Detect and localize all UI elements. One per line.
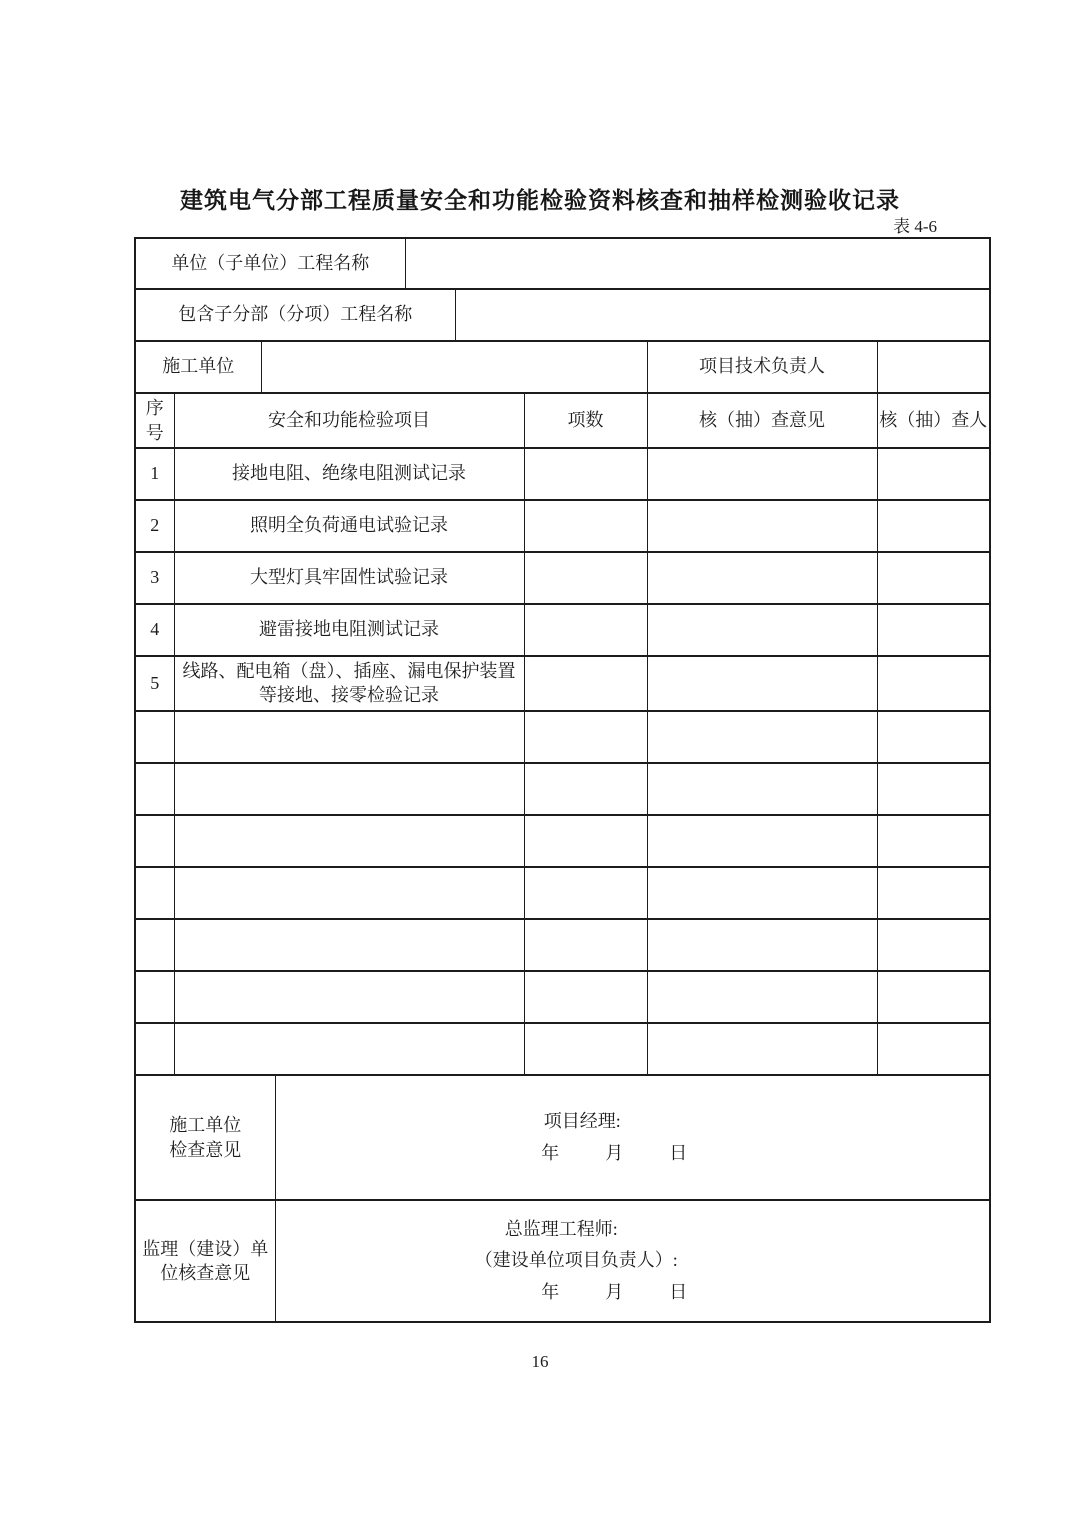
form-table-container <box>134 237 991 1323</box>
table-row <box>135 815 990 867</box>
header-seq: 序 号 <box>135 393 174 448</box>
checker-cell <box>877 867 990 919</box>
table-row <box>135 656 990 711</box>
constructor-label: 施工单位 <box>135 341 261 393</box>
item-cell: 线路、配电箱（盘）、插座、漏电保护装置等接地、接零检验记录 <box>174 656 524 711</box>
item-cell <box>174 1023 524 1075</box>
checker-cell <box>877 919 990 971</box>
opinion-cell <box>647 448 877 500</box>
item-cell: 接地电阻、绝缘电阻测试记录 <box>174 448 524 500</box>
table-row <box>135 448 990 500</box>
opinion-cell <box>647 971 877 1023</box>
seq-cell <box>135 971 174 1023</box>
opinion-cell <box>647 919 877 971</box>
count-cell <box>524 448 647 500</box>
construction-date-line <box>276 1138 990 1170</box>
table-row <box>135 604 990 656</box>
item-cell: 避雷接地电阻测试记录 <box>174 604 524 656</box>
constructor-value <box>261 341 647 393</box>
count-cell <box>524 604 647 656</box>
count-cell <box>524 919 647 971</box>
item-cell: 照明全负荷通电试验记录 <box>174 500 524 552</box>
seq-cell <box>135 1023 174 1075</box>
table-row <box>135 500 990 552</box>
sub-project-row <box>135 289 990 341</box>
item-cell <box>174 867 524 919</box>
checker-cell <box>877 552 990 604</box>
count-cell <box>524 500 647 552</box>
item-cell <box>174 919 524 971</box>
count-cell <box>524 711 647 763</box>
opinion-cell <box>647 500 877 552</box>
item-cell <box>174 971 524 1023</box>
table-header-row <box>135 393 990 448</box>
tech-leader-value <box>877 341 990 393</box>
construction-opinion-content <box>275 1075 990 1200</box>
owner-representative-sign-label: （建设单位项目负责人）: <box>474 1250 678 1271</box>
opinion-cell <box>647 711 877 763</box>
day-label: 日 <box>669 1281 688 1302</box>
count-cell <box>524 763 647 815</box>
table-row <box>135 1023 990 1075</box>
header-checker: 核（抽）查人 <box>877 393 990 448</box>
seq-cell <box>135 815 174 867</box>
month-label: 月 <box>605 1281 624 1302</box>
form-table <box>134 237 991 1323</box>
page-number: 16 <box>531 1352 549 1371</box>
count-cell <box>524 1023 647 1075</box>
seq-cell: 1 <box>135 448 174 500</box>
seq-cell <box>135 763 174 815</box>
item-cell: 大型灯具牢固性试验记录 <box>174 552 524 604</box>
opinion-cell <box>647 656 877 711</box>
constructor-row <box>135 341 990 393</box>
unit-project-row <box>135 238 990 289</box>
item-cell <box>174 763 524 815</box>
header-item: 安全和功能检验项目 <box>174 393 524 448</box>
item-cell <box>174 711 524 763</box>
count-cell <box>524 656 647 711</box>
seq-cell: 4 <box>135 604 174 656</box>
table-row <box>135 763 990 815</box>
seq-cell <box>135 919 174 971</box>
seq-cell: 3 <box>135 552 174 604</box>
checker-cell <box>877 971 990 1023</box>
seq-cell <box>135 867 174 919</box>
opinion-cell <box>647 552 877 604</box>
supervision-opinion-label: 监理（建设）单 位核查意见 <box>135 1200 275 1322</box>
checker-cell <box>877 815 990 867</box>
sub-project-label: 包含子分部（分项）工程名称 <box>135 289 455 341</box>
count-cell <box>524 552 647 604</box>
count-cell <box>524 971 647 1023</box>
header-count: 项数 <box>524 393 647 448</box>
day-label: 日 <box>669 1142 688 1163</box>
opinion-cell <box>647 815 877 867</box>
chief-supervisor-sign-label: 总监理工程师: <box>504 1218 618 1239</box>
supervision-opinion-row <box>135 1200 990 1322</box>
checker-cell <box>877 604 990 656</box>
supervision-date-line <box>276 1277 990 1309</box>
checker-cell <box>877 448 990 500</box>
construction-opinion-label: 施工单位 检查意见 <box>135 1075 275 1200</box>
table-number: 表 4-6 <box>893 217 937 236</box>
construction-opinion-row <box>135 1075 990 1200</box>
header-opinion: 核（抽）查意见 <box>647 393 877 448</box>
page-title: 建筑电气分部工程质量安全和功能检验资料核查和抽样检测验收记录 <box>180 187 900 213</box>
checker-cell <box>877 656 990 711</box>
opinion-cell <box>647 763 877 815</box>
checker-cell <box>877 500 990 552</box>
year-label: 年 <box>541 1281 560 1302</box>
checker-cell <box>877 763 990 815</box>
count-cell <box>524 867 647 919</box>
opinion-cell <box>647 604 877 656</box>
count-cell <box>524 815 647 867</box>
seq-cell <box>135 711 174 763</box>
month-label: 月 <box>605 1142 624 1163</box>
supervision-opinion-content <box>275 1200 990 1322</box>
opinion-cell <box>647 1023 877 1075</box>
table-row <box>135 867 990 919</box>
project-manager-sign-label: 项目经理: <box>543 1111 621 1131</box>
seq-cell: 5 <box>135 656 174 711</box>
item-cell <box>174 815 524 867</box>
checker-cell <box>877 711 990 763</box>
checker-cell <box>877 1023 990 1075</box>
unit-project-label: 单位（子单位）工程名称 <box>135 238 405 289</box>
seq-cell: 2 <box>135 500 174 552</box>
opinion-cell <box>647 867 877 919</box>
table-row <box>135 919 990 971</box>
sub-project-value <box>455 289 990 341</box>
unit-project-value <box>405 238 990 289</box>
year-label: 年 <box>541 1142 560 1163</box>
table-row <box>135 971 990 1023</box>
table-row <box>135 552 990 604</box>
table-row <box>135 711 990 763</box>
tech-leader-label: 项目技术负责人 <box>647 341 877 393</box>
